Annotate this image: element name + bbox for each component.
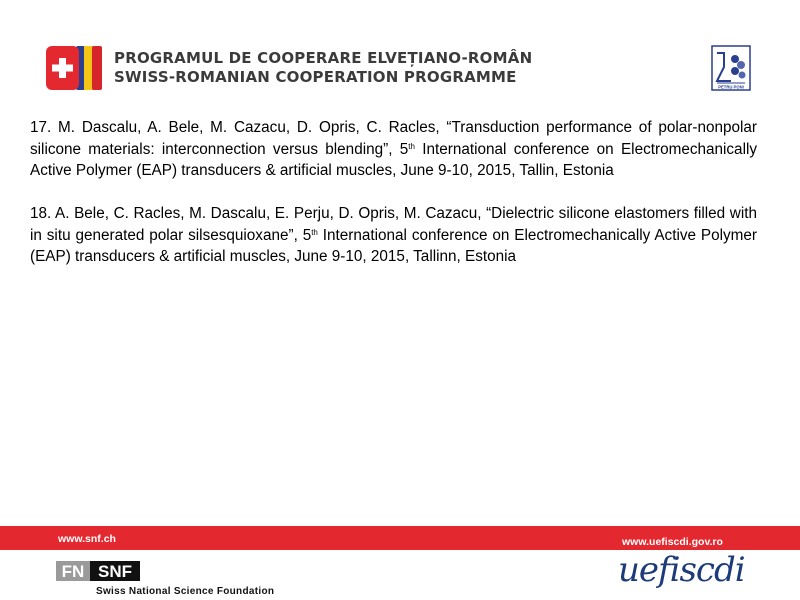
uefiscdi-logo: uefiscdi xyxy=(618,550,745,590)
uefiscdi-link[interactable]: www.uefiscdi.gov.ro xyxy=(622,536,723,548)
reference-17-sup: th xyxy=(408,141,415,151)
fnsnf-logo xyxy=(56,561,140,581)
reference-17-text: 17. M. Dascalu, A. Bele, M. Cazacu, D. Opris, C. Racles, “Transduction performance of polar-nonpolar silicone materials: interconnection versus blending”, 5 xyxy=(30,119,757,158)
snf-link[interactable]: www.snf.ch xyxy=(58,533,116,545)
fnsnf-logo-snf: SNF xyxy=(98,562,132,581)
snf-full-name: Swiss National Science Foundation xyxy=(96,586,275,597)
reference-18 xyxy=(30,203,757,268)
reference-18-sup: th xyxy=(311,227,318,237)
fnsnf-logo-fn: FN xyxy=(61,562,85,581)
programme-title-ro: PROGRAMUL DE COOPERARE ELVEȚIANO-ROMÂN xyxy=(114,49,533,67)
programme-title xyxy=(114,49,532,87)
reference-17 xyxy=(30,117,757,182)
petru-poni-caption: PETRU PONI xyxy=(718,84,744,90)
petru-poni-institute-logo xyxy=(711,45,751,91)
programme-title-en: SWISS-ROMANIAN COOPERATION PROGRAMME xyxy=(114,68,517,86)
swiss-romanian-flag-icon xyxy=(46,46,102,90)
reference-list xyxy=(30,117,757,268)
reference-17-rest: International conference on Electromechanically Active Polymer (EAP) transducers & artificial muscles, June 9-10, 2015, Tallin, Estonia xyxy=(30,140,758,179)
reference-18-rest: International conference on Electromechanically Active Polymer (EAP) transducers & artificial muscles, June 9-10, 2015, Tallinn, Estonia xyxy=(30,226,757,265)
reference-18-text: 18. A. Bele, C. Racles, M. Dascalu, E. Perju, D. Opris, M. Cazacu, “Dielectric silicone elastomers filled with in situ generated polar silsesquioxane”, 5 xyxy=(30,205,757,244)
